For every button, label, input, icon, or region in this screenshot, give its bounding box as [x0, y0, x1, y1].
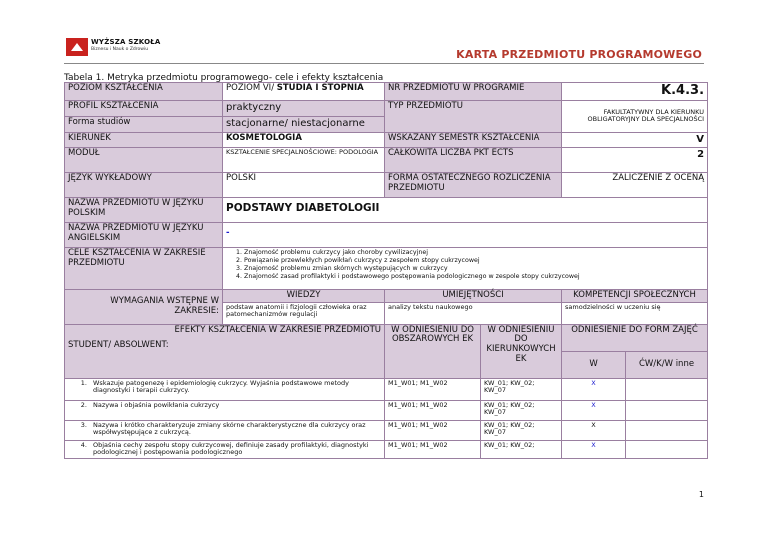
efekt-row — [65, 378, 708, 400]
efekt-cw — [626, 440, 708, 458]
efekt-cw — [626, 400, 708, 420]
nazwa-pl-value: PODSTAWY DIABETOLOGII — [223, 197, 708, 222]
ects-value: 2 — [562, 147, 708, 172]
kierunek-label: KIERUNEK — [65, 132, 223, 147]
efekt-obszar: M1_W01; M1_W02 — [385, 400, 481, 420]
kierunek-value: KOSMETOLOGIA — [223, 132, 385, 147]
cel-item: 4. Znajomość zasad profilaktyki i podstawowego postępowania podologicznego w zespole stopy cukrzycowej — [244, 273, 704, 281]
efekt-w: X — [562, 378, 626, 400]
modul-label: MODUŁ — [65, 147, 223, 172]
logo-name: WYŻSZA SZKOŁA — [91, 38, 161, 46]
logo-subname: Biznesu i Nauk o Zdrowiu — [91, 47, 149, 52]
efekt-num: 1. — [80, 378, 87, 387]
efekt-w: X — [562, 440, 626, 458]
semestr-value: V — [562, 132, 708, 147]
nr-label: NR PRZEDMIOTU W PROGRAMIE — [385, 83, 562, 101]
efekt-kier: KW_01; KW_02; KW_07 — [481, 420, 562, 440]
profil-label: PROFIL KSZTAŁCENIA — [65, 100, 223, 116]
cele-label: CELE KSZTAŁCENIA W ZAKRESIE PRZEDMIOTU — [65, 247, 223, 289]
rozliczenie-label: FORMA OSTATECZNEGO ROZLICZENIA PRZEDMIOTU — [385, 172, 562, 197]
efekt-obszar: M1_W01; M1_W02 — [385, 440, 481, 458]
efekt-obszar: M1_W01; M1_W02 — [385, 378, 481, 400]
efekt-inner — [69, 402, 381, 409]
efekt-kier: KW_01; KW_02; — [481, 440, 562, 458]
efekt-text: Nazywa i objaśnia powikłania cukrzycy — [93, 400, 220, 409]
efekt-row — [65, 420, 708, 440]
w-header: W — [562, 351, 626, 378]
efekt-w: X — [562, 400, 626, 420]
efekt-kier: KW_01; KW_02; KW_07 — [481, 400, 562, 420]
efekt-text: Objaśnia cechy zespołu stopy cukrzycowej, definiuje zasady profilaktyki, diagnostyki podologicznej i postępowania podologicznego — [93, 440, 369, 457]
forma-label: Forma studiów — [65, 116, 223, 132]
efekt-num: 2. — [80, 400, 87, 409]
wiedzy-value: podstaw anatomii i fizjologii człowieka oraz patomechanizmów regulacji — [223, 302, 385, 324]
jezyk-value: POLSKI — [223, 172, 385, 197]
semestr-label: WSKAZANY SEMESTR KSZTAŁCENIA — [385, 132, 562, 147]
logo-mark-icon — [66, 38, 88, 56]
kierunkowe-header: W ODNIESIENIU DO KIERUNKOWYCH EK — [481, 324, 562, 378]
efekt-num: 3. — [80, 420, 87, 429]
efekt-w: X — [562, 420, 626, 440]
page-number: 1 — [698, 490, 704, 499]
efekt-text: Wskazuje patogenezę i epidemiologię cukrzycy. Wyjaśnia podstawowe metody diagnostyki i terapii cukrzycy. — [93, 378, 350, 395]
header-rule — [64, 63, 704, 64]
kompetencje-header: KOMPETENCJI SPOŁECZNYCH — [562, 289, 708, 302]
efekt-text: Nazywa i krótko charakteryzuje zmiany skórne charakterystyczne dla cukrzycy oraz współwystępujące z cukrzycą. — [93, 420, 366, 437]
wymagania-label: WYMAGANIA WSTĘPNE W ZAKRESIE: — [65, 289, 223, 324]
efekt-row — [65, 440, 708, 458]
modul-value: KSZTAŁCENIE SPECJALNOŚCIOWE: PODOLOGIA — [223, 147, 385, 172]
school-logo — [66, 36, 161, 58]
efekt-cw — [626, 378, 708, 400]
typ-value: FAKULTATYWNY DLA KIERUNKU OBLIGATORYJNY DLA SPECJALNOŚCI — [562, 100, 708, 132]
nr-value: K.4.3. — [562, 83, 708, 101]
cel-item: 3. Znajomość problemu zmian skórnych występujących w cukrzycy — [244, 265, 704, 273]
nazwa-en-label: NAZWA PRZEDMIOTU W JĘZYKU ANGIELSKIM — [65, 222, 223, 247]
umiejetnosci-header: UMIEJĘTNOŚCI — [385, 289, 562, 302]
efekt-row — [65, 400, 708, 420]
efekt-obszar: M1_W01; M1_W02 — [385, 420, 481, 440]
student-label: STUDENT/ ABSOLWENT: — [68, 340, 169, 351]
typ-label: TYP PRZEDMIOTU — [385, 100, 562, 132]
efekt-inner — [69, 422, 381, 437]
efekt-kier: KW_01; KW_02; KW_07 — [481, 378, 562, 400]
efekt-inner — [69, 380, 381, 395]
efekt-inner — [69, 442, 381, 457]
forma-value: stacjonarne/ niestacjonarne — [223, 116, 385, 132]
efekt-cw — [626, 420, 708, 440]
efekty-header — [65, 324, 385, 378]
ects-label: CAŁKOWITA LICZBA PKT ECTS — [385, 147, 562, 172]
cel-item: 2. Powiązanie przewlekłych powikłań cukrzycy z zespołem stopy cukrzycowej — [244, 257, 704, 265]
cele-list — [223, 247, 708, 289]
nazwa-en-value: - — [223, 222, 708, 247]
profil-value: praktyczny — [223, 100, 385, 116]
table-caption: Tabela 1. Metryka przedmiotu programowego- cele i efekty kształcenia — [64, 73, 384, 83]
wiedzy-header: WIEDZY — [223, 289, 385, 302]
efekt-num: 4. — [80, 440, 87, 449]
umiejetnosci-value: analizy tekstu naukowego — [385, 302, 562, 324]
nazwa-pl-label: NAZWA PRZEDMIOTU W JĘZYKU POLSKIM — [65, 197, 223, 222]
cel-item: 1. Znajomość problemu cukrzycy jako choroby cywilizacyjnej — [244, 249, 704, 257]
poziom-label: POZIOM KSZTAŁCENIA — [65, 83, 223, 101]
efekty-title: EFEKTY KSZTAŁCENIA W ZAKRESIE PRZEDMIOTU — [174, 324, 381, 335]
course-metrics-table — [64, 82, 708, 459]
jezyk-label: JĘZYK WYKŁADOWY — [65, 172, 223, 197]
rozliczenie-value: ZALICZENIE Z OCENĄ — [562, 172, 708, 197]
document-header-title: KARTA PRZEDMIOTU PROGRAMOWEGO — [456, 48, 702, 61]
poziom-value: POZIOM VI/ STUDIA I STOPNIA — [223, 83, 385, 101]
formy-header: ODNIESIENIE DO FORM ZAJĘĆ — [562, 324, 708, 351]
cw-header: ĆW/K/W inne — [626, 351, 708, 378]
obszar-header: W ODNIESIENIU DO OBSZAROWYCH EK — [385, 324, 481, 378]
kompetencje-value: samodzielności w uczeniu się — [562, 302, 708, 324]
